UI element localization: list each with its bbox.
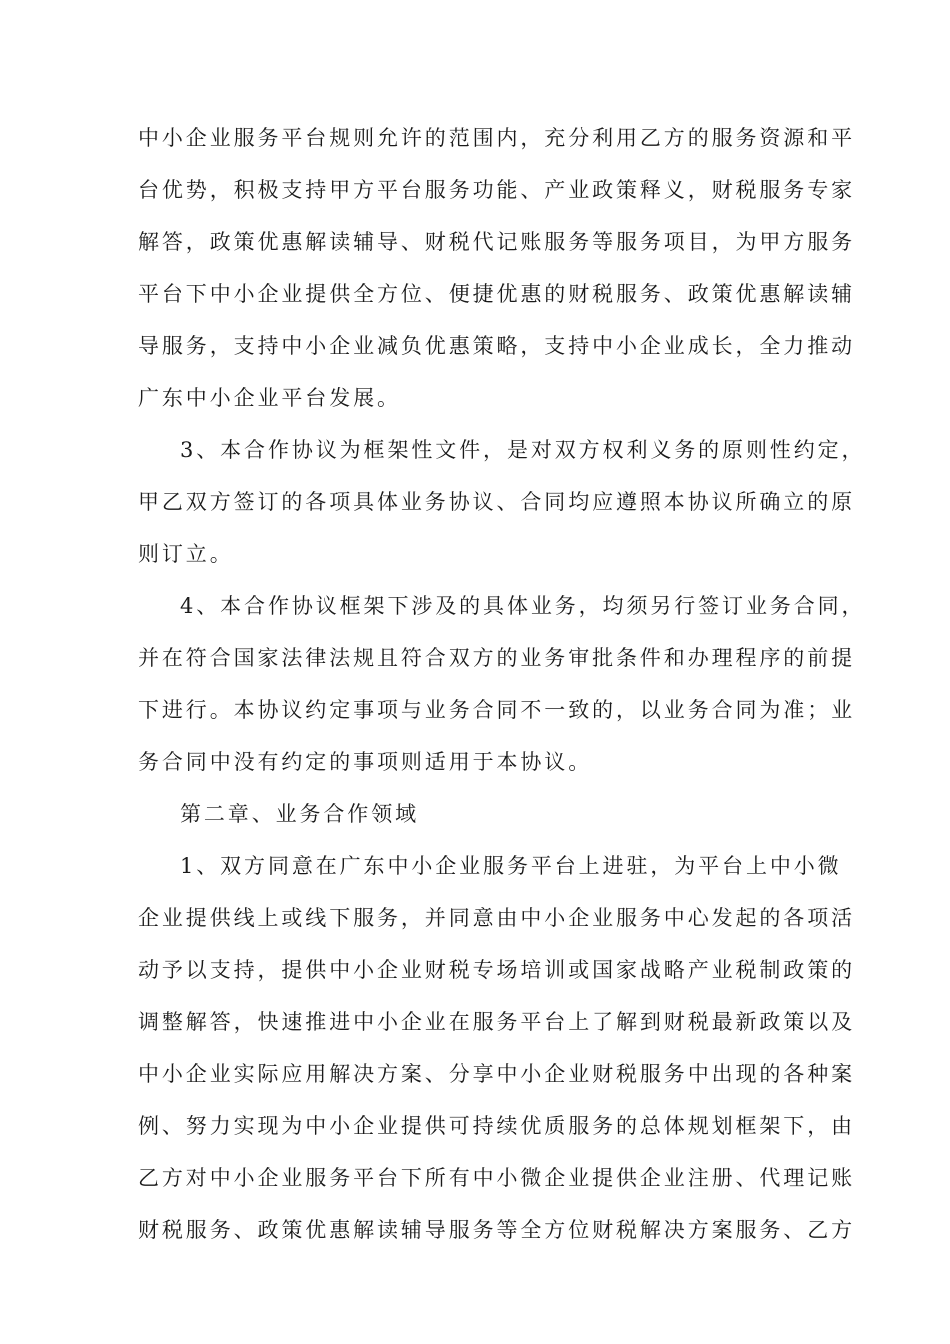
chapter-heading: 第二章、业务合作领域 bbox=[180, 802, 419, 826]
paragraph-3-first-line: 3、本合作协议为框架性文件，是对双方权利义务的原则性约定， bbox=[180, 438, 866, 462]
text-line: 中小企业实际应用解决方案、分享中小企业财税服务中出现的各种案 bbox=[138, 1062, 855, 1086]
text-line: 台优势，积极支持甲方平台服务功能、产业政策释义，财税服务专家 bbox=[138, 178, 855, 202]
text-line: 企业提供线上或线下服务，并同意由中小企业服务中心发起的各项活 bbox=[138, 906, 855, 930]
text-line: 并在符合国家法律法规且符合双方的业务审批条件和办理程序的前提 bbox=[138, 646, 855, 670]
text-line: 则订立。 bbox=[138, 542, 234, 566]
text-line: 广东中小企业平台发展。 bbox=[138, 386, 401, 410]
text-line: 导服务，支持中小企业减负优惠策略，支持中小企业成长，全力推动 bbox=[138, 334, 855, 358]
text-line: 解答，政策优惠解读辅导、财税代记账服务等服务项目，为甲方服务 bbox=[138, 230, 855, 254]
text-line: 平台下中小企业提供全方位、便捷优惠的财税服务、政策优惠解读辅 bbox=[138, 282, 855, 306]
text-line: 务合同中没有约定的事项则适用于本协议。 bbox=[138, 750, 593, 774]
text-line: 例、努力实现为中小企业提供可持续优质服务的总体规划框架下，由 bbox=[138, 1114, 855, 1138]
paragraph-1-first-line: 1、双方同意在广东中小企业服务平台上进驻，为平台上中小微 bbox=[180, 854, 842, 878]
text-line: 乙方对中小企业服务平台下所有中小微企业提供企业注册、代理记账 bbox=[138, 1166, 855, 1190]
text-line: 中小企业服务平台规则允许的范围内，充分利用乙方的服务资源和平 bbox=[138, 126, 855, 150]
paragraph-4-first-line: 4、本合作协议框架下涉及的具体业务，均须另行签订业务合同， bbox=[180, 594, 866, 618]
text-line: 下进行。本协议约定事项与业务合同不一致的，以业务合同为准；业 bbox=[138, 698, 855, 722]
text-line: 财税服务、政策优惠解读辅导服务等全方位财税解决方案服务、乙方 bbox=[138, 1218, 855, 1242]
text-line: 动予以支持，提供中小企业财税专场培训或国家战略产业税制政策的 bbox=[138, 958, 855, 982]
text-line: 甲乙双方签订的各项具体业务协议、合同均应遵照本协议所确立的原 bbox=[138, 490, 855, 514]
text-line: 调整解答，快速推进中小企业在服务平台上了解到财税最新政策以及 bbox=[138, 1010, 855, 1034]
